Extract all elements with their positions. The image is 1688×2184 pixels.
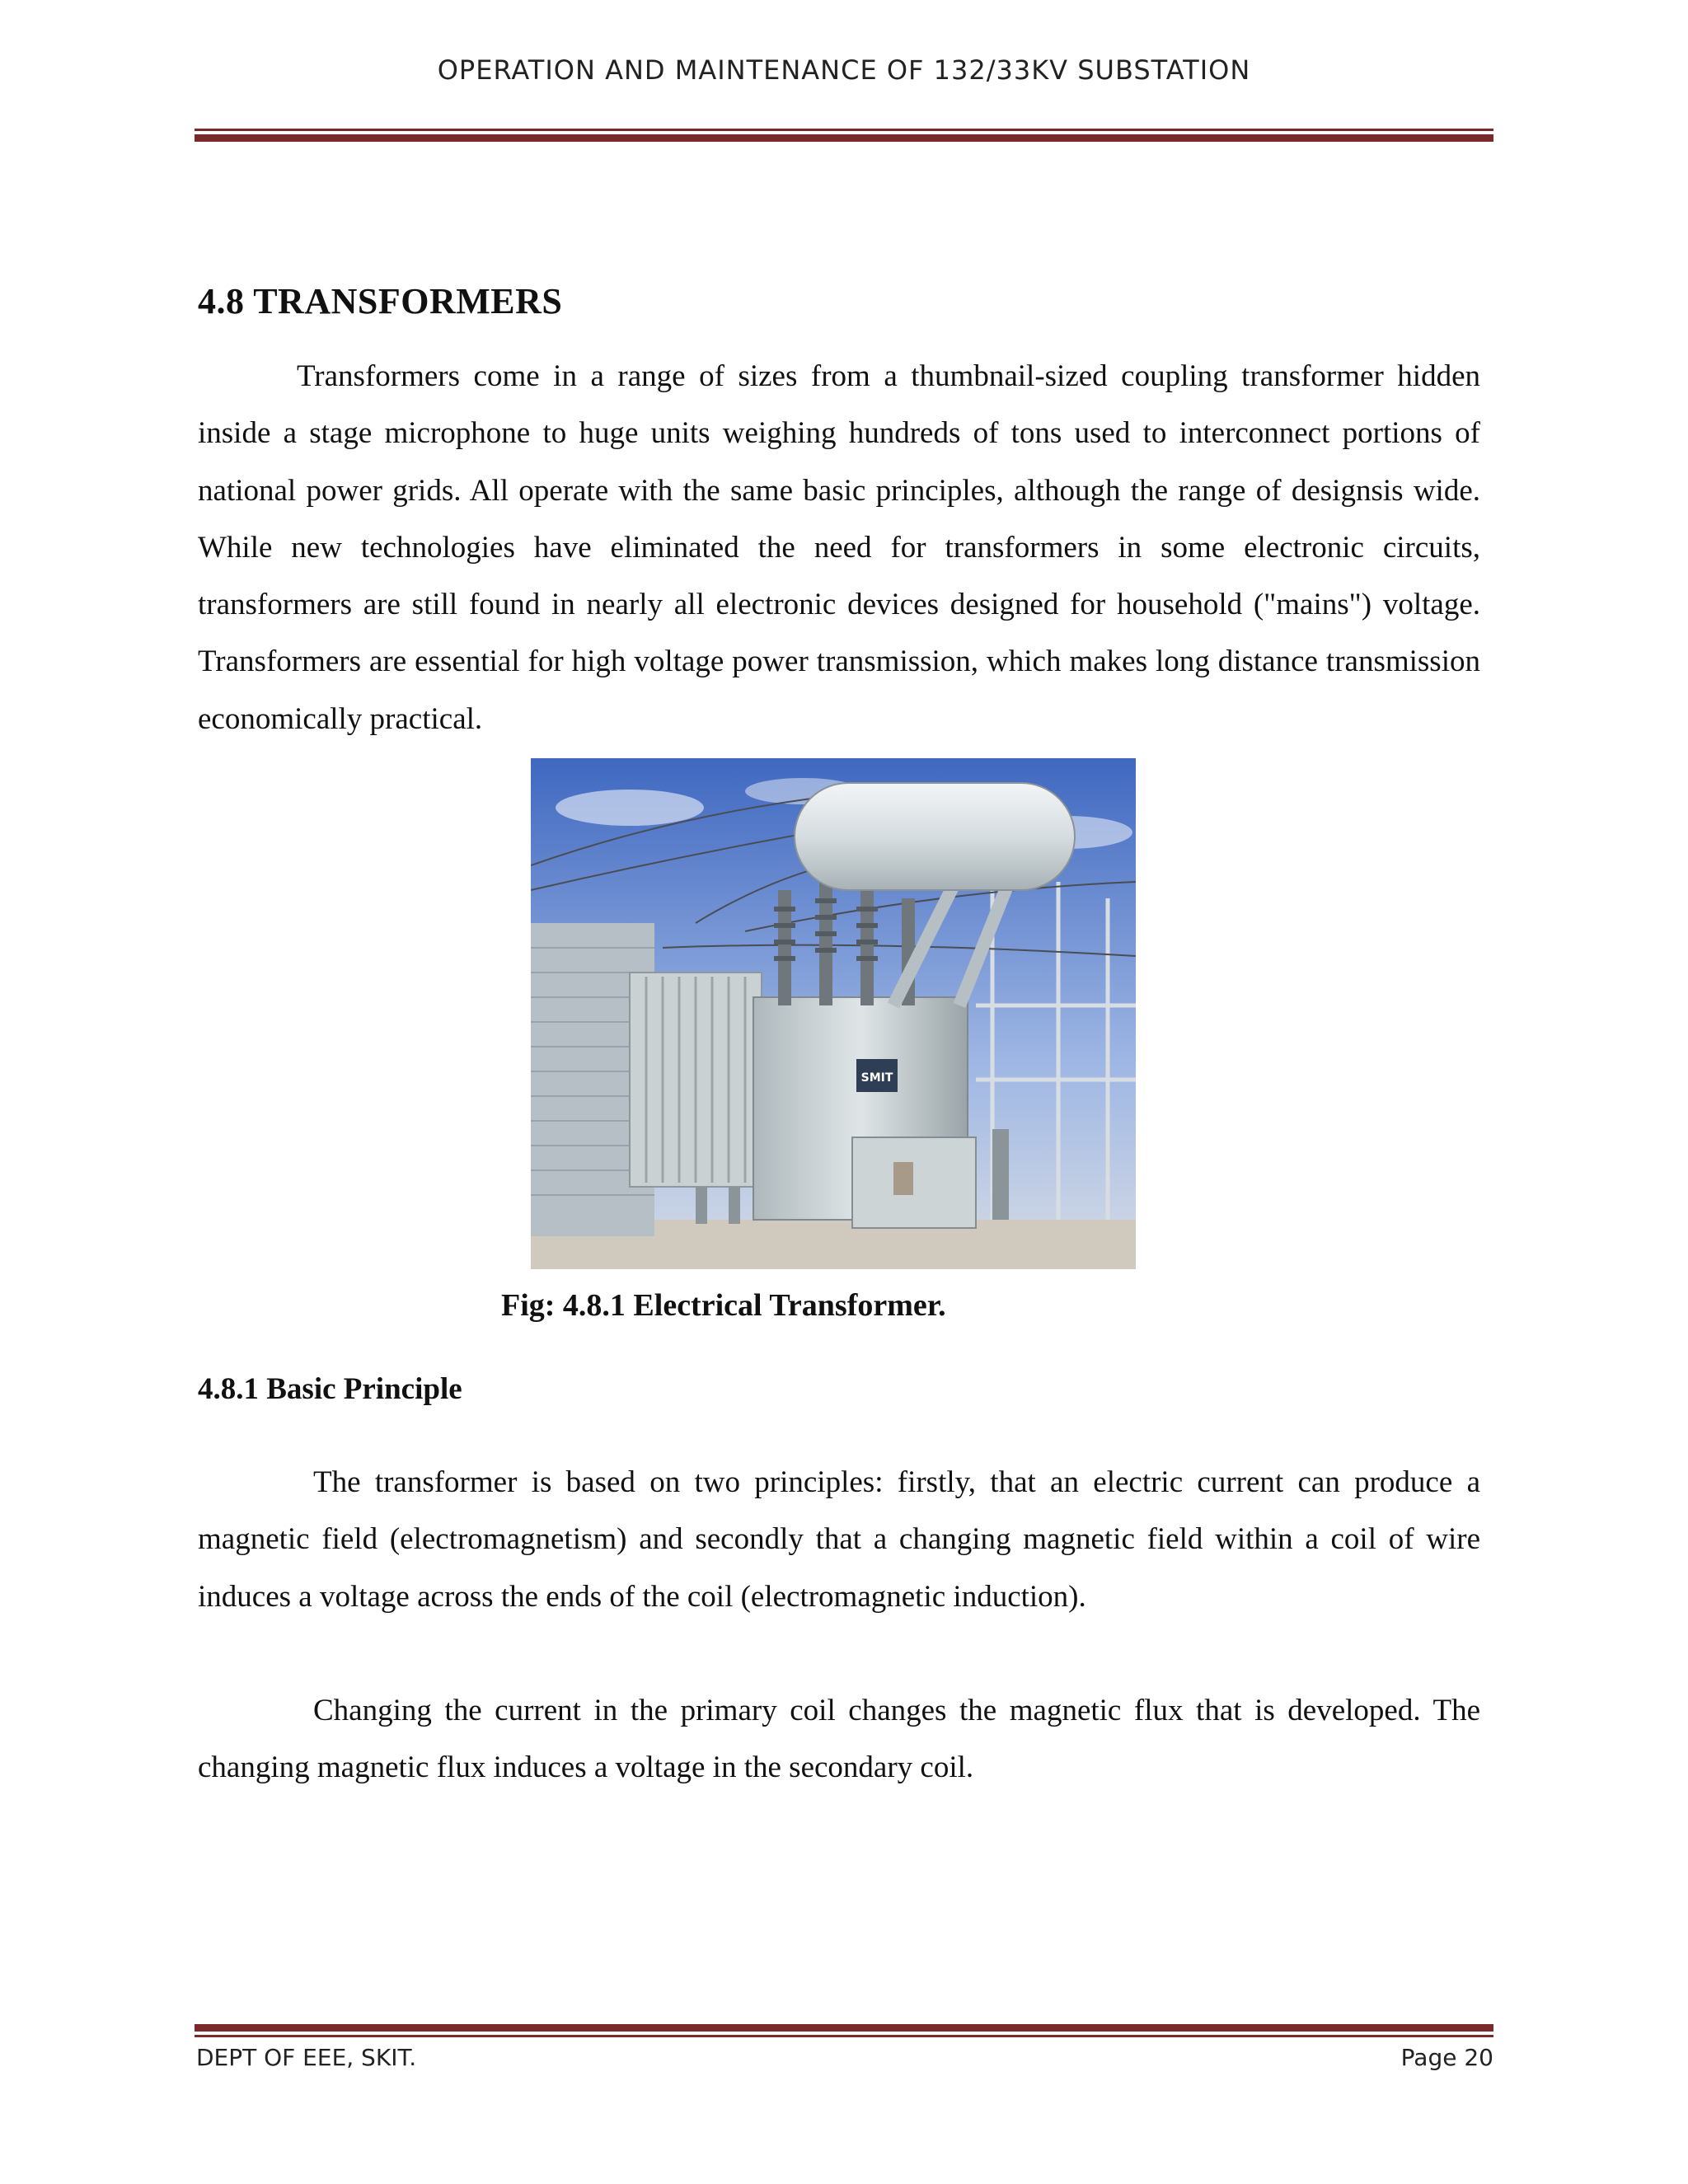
running-header: OPERATION AND MAINTENANCE OF 132/33KV SUBSTATION xyxy=(437,54,1251,86)
section-paragraph-text: Transformers come in a range of sizes from a thumbnail-sized coupling transformer hidden inside a stage microphone to huge units weighing hundreds of tons used to interconnect portions of national power grids. All operate with the same basic principles, although the range of designsis wide. While new technologies have eliminated the need for transformers in some electronic circuits, transformers are still found in nearly all electronic devices designed for household ("mains") voltage. Transformers are essential for high voltage power transmission, which makes long distance transmission economically practical. xyxy=(198,359,1480,736)
subsection-heading: 4.8.1 Basic Principle xyxy=(198,1372,462,1406)
figure-caption: Fig: 4.8.1 Electrical Transformer. xyxy=(501,1288,946,1323)
brand-label: SMIT xyxy=(860,1071,893,1085)
subsection-paragraph-1 xyxy=(198,1454,1480,1625)
transformer-photo xyxy=(531,758,1136,1269)
subsection-paragraph-2 xyxy=(198,1682,1480,1797)
section-heading: 4.8 TRANSFORMERS xyxy=(198,281,563,321)
transformer-illustration xyxy=(531,758,1136,1269)
footer-page-number: Page 20 xyxy=(1400,2044,1493,2071)
footer-department: DEPT OF EEE, SKIT. xyxy=(196,2044,417,2071)
subsection-paragraph-1-text: The transformer is based on two principles: firstly, that an electric current can produce a magnetic field (electromagnetism) and secondly that a changing magnetic field within a coil of wire induces a voltage across the ends of the coil (electromagnetic induction). xyxy=(198,1465,1480,1614)
subsection-paragraph-2-text: Changing the current in the primary coil changes the magnetic flux that is developed. The changing magnetic flux induces a voltage in the secondary coil. xyxy=(198,1694,1480,1785)
section-paragraph xyxy=(198,348,1480,748)
header-rule xyxy=(195,129,1493,142)
footer-rule xyxy=(195,2024,1493,2037)
